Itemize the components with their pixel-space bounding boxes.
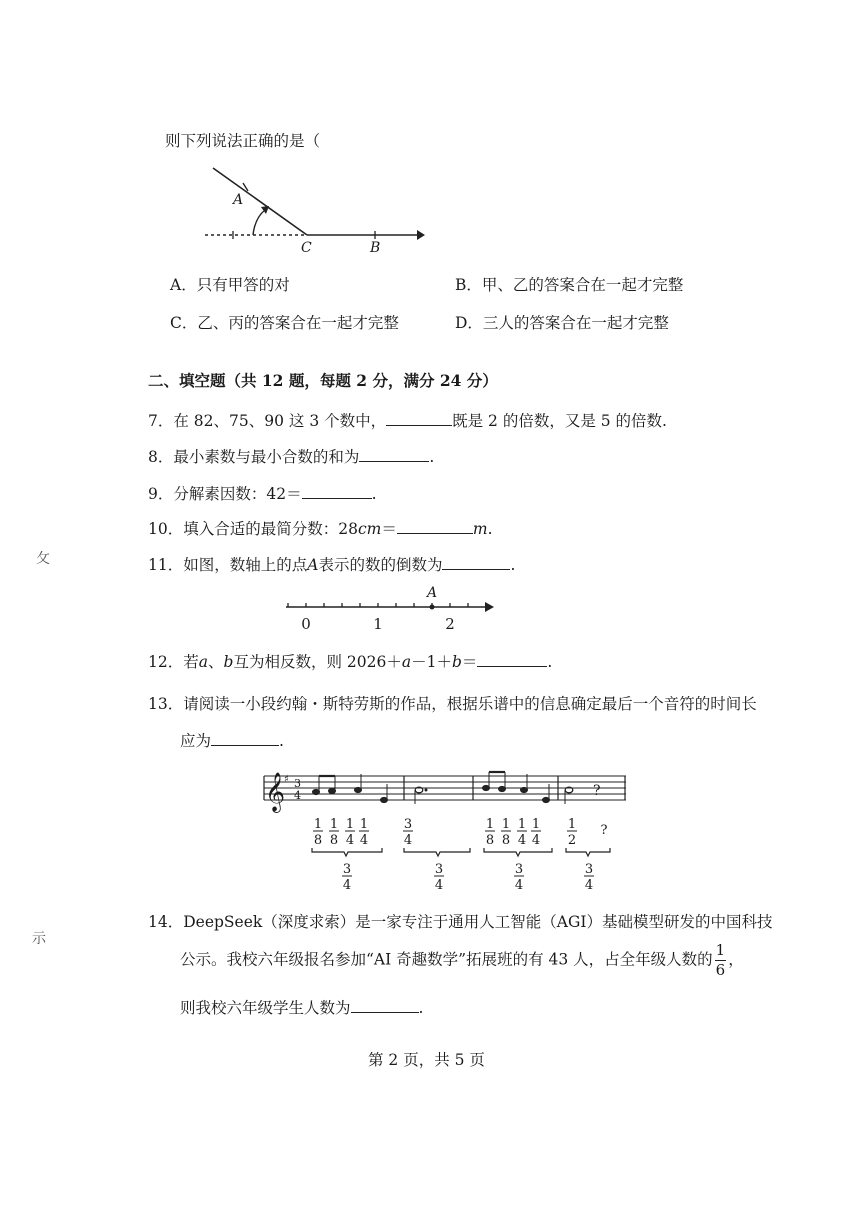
duration-label-numerator: 1 [531,817,541,832]
duration-label-numerator: 1 [359,817,369,832]
measure-braces [312,848,610,856]
question-11: 11．如图，数轴上的点A表示的数的倒数为 . [148,556,516,574]
music-score [258,768,638,898]
answer-blank[interactable] [351,998,419,1013]
question-9: 9．分解素因数：42＝ . [148,485,377,503]
point-a-label: A [426,585,438,601]
measure-2-notes [415,787,427,804]
duration-label-denominator: 8 [313,833,323,848]
duration-label-numerator: 1 [517,817,527,832]
unknown-note-mark: ? [593,783,601,799]
unknown-duration-label: ? [600,823,608,838]
margin-mark: 攵 [36,551,50,567]
angle-arrow [253,210,265,235]
duration-label-denominator: 8 [501,833,511,848]
option-a: A．只有甲答的对 [170,276,290,294]
duration-label-denominator: 8 [329,833,339,848]
treble-clef-icon: 𝄞 [265,772,286,812]
measure-total-numerator: 3 [434,862,444,877]
ray-ca [213,168,307,235]
time-sig-top: 3 [294,777,301,790]
question-13-line1: 13．请阅读一小段约翰・斯特劳斯的作品，根据乐谱中的信息确定最后一个音符的时间长 [148,695,757,713]
answer-blank[interactable] [397,519,473,534]
answer-blank[interactable] [442,555,510,570]
duration-label-denominator: 4 [531,833,541,848]
question-13-line2: 应为 . [180,732,284,750]
duration-label-numerator: 1 [485,817,495,832]
label-b: B [370,240,381,256]
duration-label-denominator: 4 [345,833,355,848]
q6-figure [195,160,435,260]
duration-label-numerator: 1 [329,817,339,832]
duration-label-numerator: 1 [345,817,355,832]
duration-label-denominator: 8 [485,833,495,848]
tick-label-1: 1 [373,615,383,633]
duration-label-numerator: 1 [567,817,577,832]
answer-blank[interactable] [386,411,452,426]
sharp-icon: ♯ [284,774,289,785]
question-12: 12．若a、b互为相反数，则 2026＋a－1＋b＝ . [148,653,553,671]
duration-label-numerator: 1 [313,817,323,832]
answer-blank[interactable] [211,731,279,746]
question-14-line3: 则我校六年级学生人数为 . [180,999,424,1017]
label-c: C [301,240,312,256]
page-footer: 第 2 页，共 5 页 [368,1051,485,1069]
time-sig-bottom: 4 [294,789,301,802]
measure-total-denominator: 4 [584,878,594,893]
section-heading: 二、填空题（共 12 题，每题 2 分，满分 24 分） [148,371,498,390]
point-a [430,605,435,610]
option-d: D．三人的答案合在一起才完整 [455,314,669,332]
measure-total-numerator: 3 [584,862,594,877]
measure-total-numerator: 3 [514,862,524,877]
margin-mark: 示 [32,931,46,947]
arrow-head-b [417,230,425,240]
duration-label-denominator: 2 [567,833,577,848]
tick-label-2: 2 [445,615,455,633]
measure-total-denominator: 4 [514,878,524,893]
question-14-line1: 14．DeepSeek（深度求索）是一家专注于通用人工智能（AGI）基础模型研发的中国科技 [148,913,773,931]
option-c: C．乙、丙的答案合在一起才完整 [170,314,399,332]
measure-total-denominator: 4 [342,878,352,893]
duration-label-numerator: 3 [403,817,413,832]
question-8: 8．最小素数与最小合数的和为 . [148,448,435,466]
answer-blank[interactable] [359,447,429,462]
duration-label-denominator: 4 [403,833,413,848]
question-14-line2: 公示。我校六年级报名参加“AI 奇趣数学”拓展班的有 43 人，占全年级人数的 $\frac{1}{6}$ ， [180,941,744,979]
measure-total-denominator: 4 [434,878,444,893]
answer-blank[interactable] [477,652,547,667]
duration-label-denominator: 4 [517,833,527,848]
question-10: 10．填入合适的最简分数：28cm＝ m. [148,520,493,538]
number-line [280,584,500,634]
question-7: 7．在 82、75、90 这 3 个数中， 既是 2 的倍数，又是 5 的倍数. [148,412,667,430]
measure-total-numerator: 3 [342,862,352,877]
label-a: A [233,192,244,208]
duration-label-denominator: 4 [359,833,369,848]
q6-prompt: 则下列说法正确的是（ [165,132,321,150]
tick-label-0: 0 [301,615,311,633]
duration-label-numerator: 1 [501,817,511,832]
option-b: B．甲、乙的答案合在一起才完整 [455,276,684,294]
measure-3-notes [483,772,550,803]
fraction-one-sixth: $\frac{1}{6}$ [715,941,726,979]
measure-4-notes [565,787,573,804]
answer-blank[interactable] [302,484,372,499]
